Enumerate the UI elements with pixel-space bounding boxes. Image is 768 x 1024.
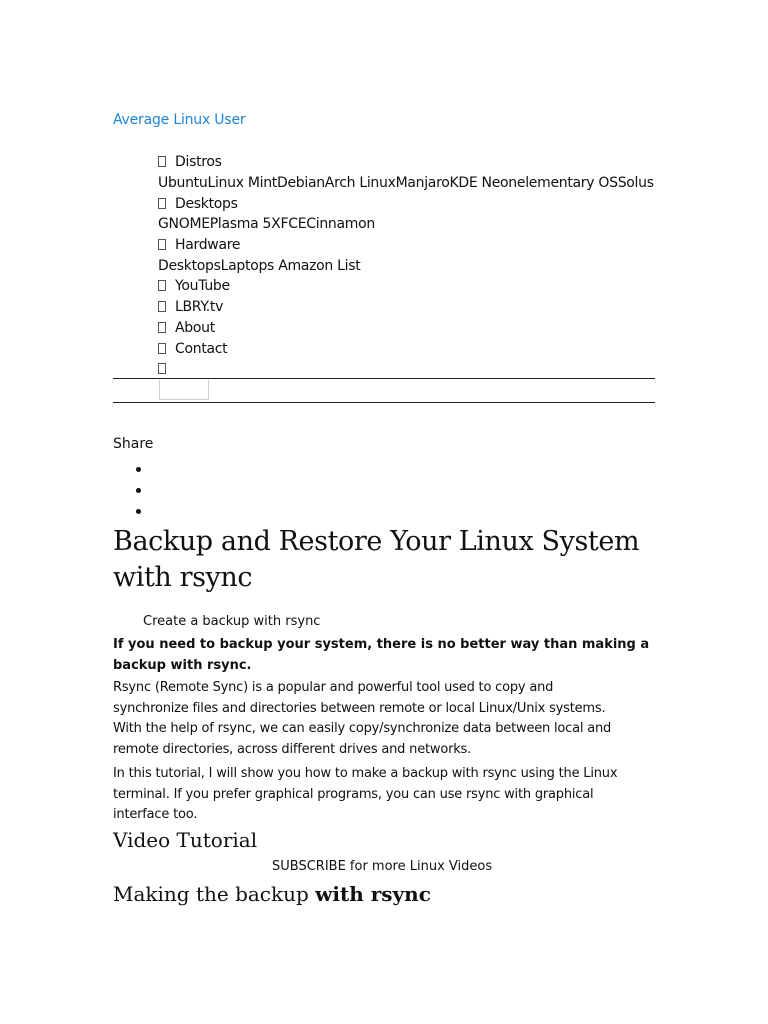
submenu-item-solus[interactable]: Solus <box>617 175 654 191</box>
submenu-item-arch-linux[interactable]: Arch Linux <box>324 175 396 191</box>
paragraph-line <box>113 805 617 826</box>
search-toggle[interactable] <box>158 361 175 377</box>
article-paragraph-2 <box>113 764 617 826</box>
graphical-rsync-link[interactable]: you can use rsync with graphical <box>385 786 594 802</box>
submenu-item-elementary-os[interactable]: elementary OS <box>516 175 618 191</box>
search-input[interactable] <box>159 380 209 400</box>
search-icon <box>158 363 166 374</box>
menu-item-label: LBRY.tv <box>175 299 224 315</box>
paragraph-line: Rsync (Remote Sync) is a popular and powerful tool used to copy and <box>113 680 554 695</box>
menu-item-hardware[interactable] <box>158 237 240 253</box>
submenu-item-cinnamon[interactable]: Cinnamon <box>306 216 375 232</box>
submenu-item-debian[interactable]: Debian <box>276 175 325 191</box>
submenu-hardware <box>158 258 360 274</box>
menu-glyph-icon <box>158 301 166 312</box>
menu-item-contact[interactable] <box>158 341 227 357</box>
video-tutorial-heading: Video Tutorial <box>113 828 258 852</box>
submenu-item-plasma-5[interactable]: Plasma 5 <box>209 216 272 232</box>
menu-glyph-icon <box>158 156 166 167</box>
search-form-bottom-rule <box>113 402 655 403</box>
submenu-item-gnome[interactable]: GNOME <box>158 216 210 232</box>
menu-item-desktops[interactable] <box>158 196 238 212</box>
article-title <box>113 524 639 596</box>
menu-item-label: Distros <box>175 154 222 170</box>
submenu-distros <box>158 175 654 191</box>
menu-item-lbry[interactable] <box>158 299 223 315</box>
menu-glyph-icon <box>158 239 166 250</box>
menu-glyph-icon <box>158 343 166 354</box>
menu-item-label: YouTube <box>175 278 230 294</box>
menu-item-label: About <box>175 320 215 336</box>
menu-glyph-icon <box>158 198 166 209</box>
share-link-2[interactable] <box>136 488 141 493</box>
paragraph-line <box>113 785 617 806</box>
article-lead-line-1: If you need to backup your system, there is no better way than making a <box>113 637 650 652</box>
share-link-1[interactable] <box>136 467 141 472</box>
subscribe-link[interactable]: SUBSCRIBE for more Linux Videos <box>272 859 493 874</box>
menu-item-youtube[interactable] <box>158 278 230 294</box>
article-title-line-1: Backup and Restore Your Linux System <box>113 526 640 557</box>
share-label: Share <box>113 436 154 452</box>
paragraph-line: synchronize files and directories between remote or local Linux/Unix systems. <box>113 700 606 716</box>
paragraph-line: With the help of rsync, we can easily copy/synchronize data between local and <box>113 721 612 736</box>
featured-image-caption: Create a backup with rsync <box>143 614 321 629</box>
submenu-item-linux-mint[interactable]: Linux Mint <box>207 175 277 191</box>
submenu-item-xfce[interactable]: XFCE <box>271 216 307 232</box>
submenu-item-desktops[interactable]: Desktops <box>158 258 221 274</box>
menu-glyph-icon <box>158 280 166 291</box>
paragraph-text: terminal. If you prefer graphical programs, <box>113 786 386 802</box>
menu-item-label: Hardware <box>175 237 241 253</box>
submenu-desktops <box>158 216 375 232</box>
menu-item-label: Contact <box>175 341 228 357</box>
paragraph-line: In this tutorial, I will show you how to make a backup with rsync using the Linux <box>113 766 618 781</box>
heading-bold-text: with rsync <box>315 882 431 906</box>
article-lead <box>113 634 649 676</box>
share-link-3[interactable] <box>136 509 141 514</box>
submenu-item-kde-neon[interactable]: KDE Neon <box>449 175 517 191</box>
article-paragraph-1 <box>113 678 611 760</box>
submenu-item-amazon-list[interactable]: Amazon List <box>274 258 361 274</box>
article-title-line-2: with rsync <box>113 562 253 593</box>
menu-item-distros[interactable] <box>158 154 222 170</box>
submenu-item-laptops[interactable]: Laptops <box>220 258 275 274</box>
menu-glyph-icon <box>158 322 166 333</box>
paragraph-line: remote directories, across different drives and networks. <box>113 741 472 757</box>
submenu-item-manjaro[interactable]: Manjaro <box>395 175 450 191</box>
menu-item-about[interactable] <box>158 320 215 336</box>
graphical-rsync-link-continued[interactable]: interface too. <box>113 807 198 822</box>
search-form-top-rule <box>113 378 655 379</box>
article-lead-line-2: backup with rsync. <box>113 658 252 673</box>
menu-item-label: Desktops <box>175 196 238 212</box>
submenu-item-ubuntu[interactable]: Ubuntu <box>158 175 208 191</box>
site-title-link[interactable]: Average Linux User <box>113 112 246 128</box>
making-backup-heading <box>113 882 431 906</box>
heading-text: Making the backup <box>113 882 316 906</box>
